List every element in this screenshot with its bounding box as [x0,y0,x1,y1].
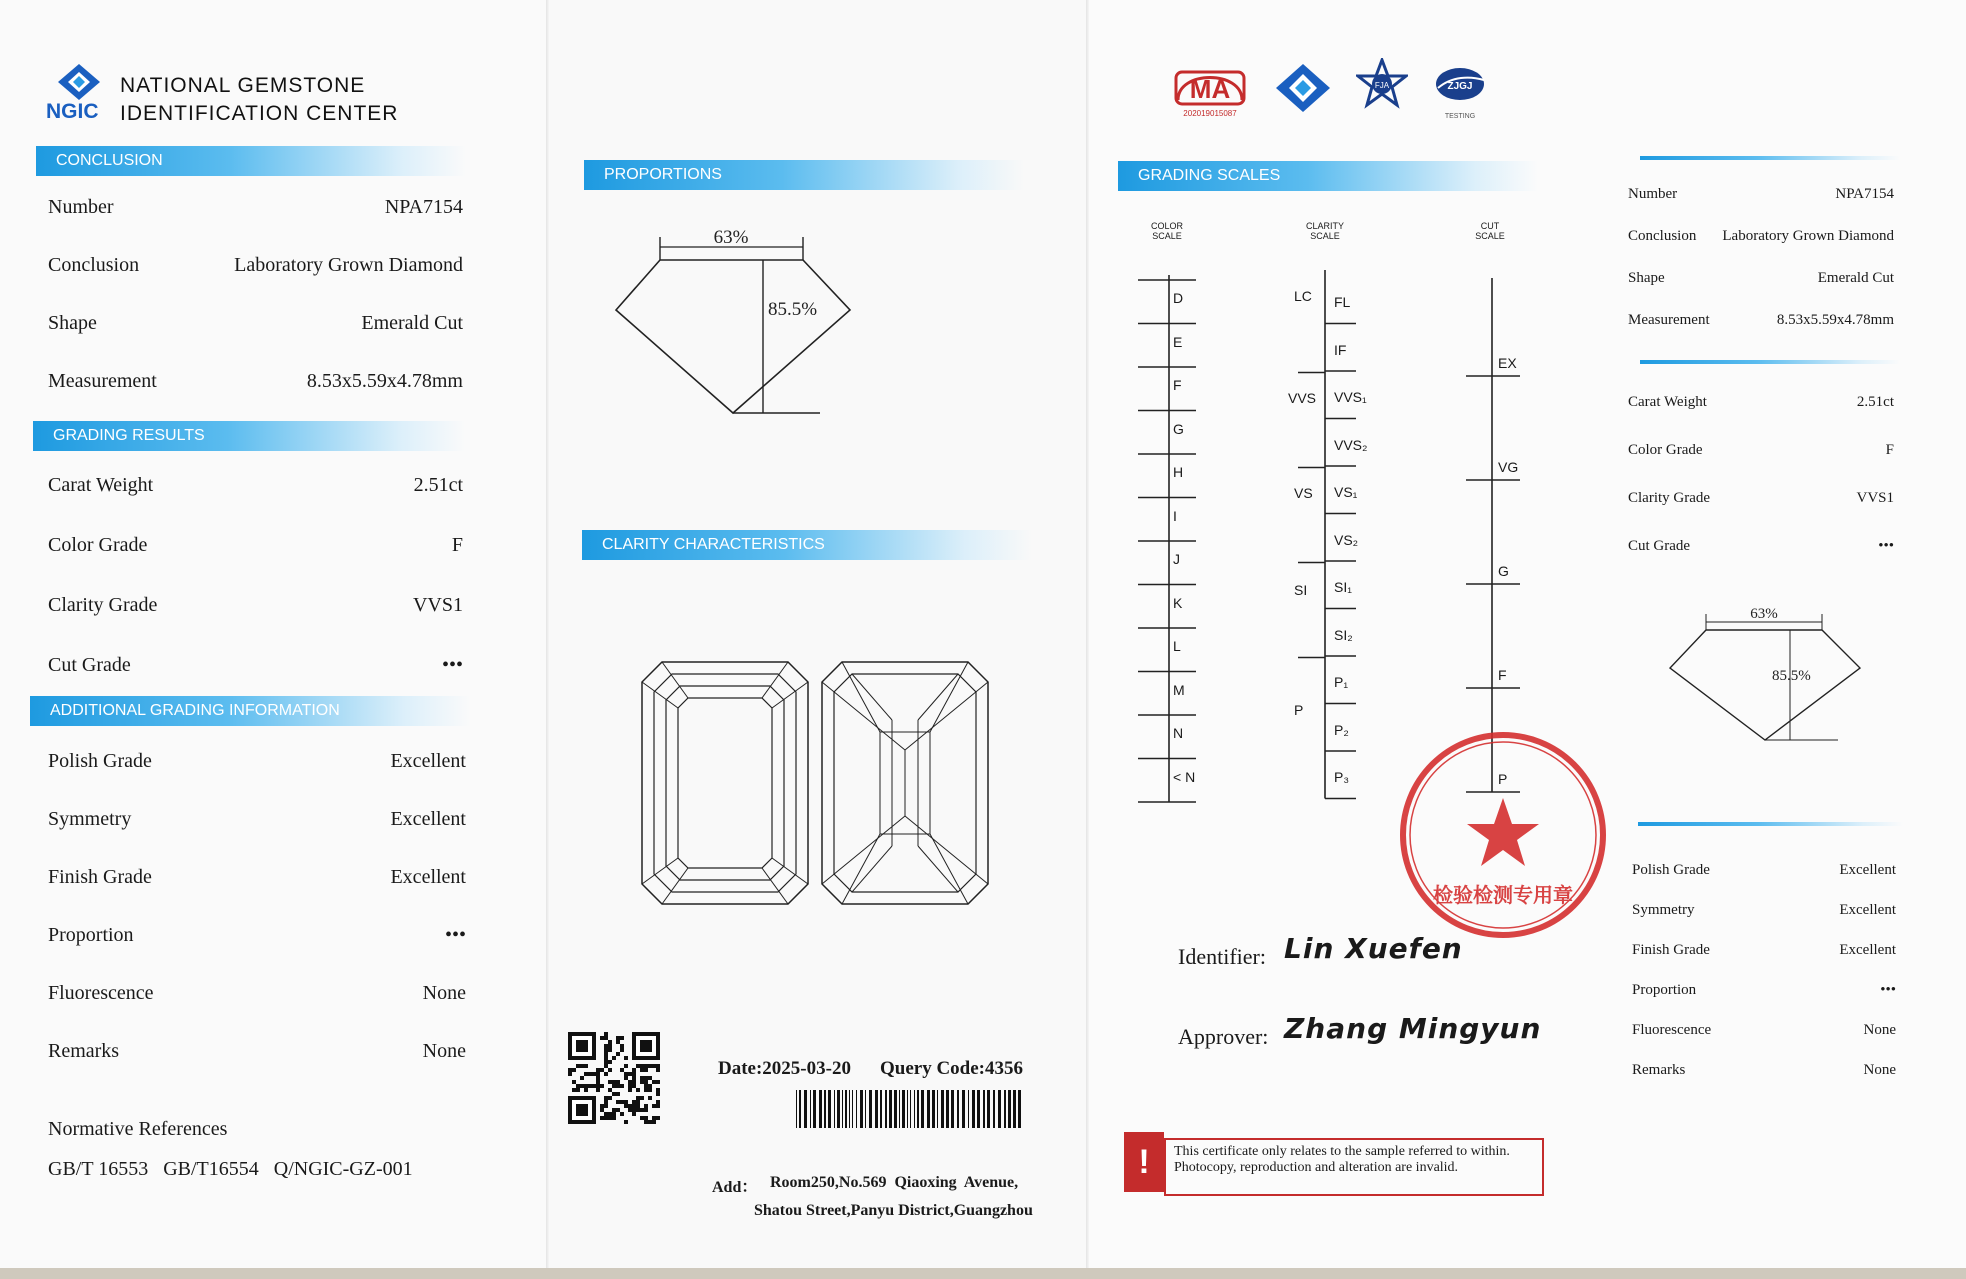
summary-additional-value: ••• [1880,982,1896,998]
additional-value: Excellent [390,750,466,772]
summary-divider-bottom [1638,822,1903,826]
conclusion-label: Conclusion [48,254,140,276]
clarity-grade-label: FL [1334,294,1351,310]
clarity-group-label: LC [1294,288,1312,304]
summary-additional-row [1632,862,1896,888]
summary-additional-row [1632,902,1896,928]
issue-date: Date:2025-03-20 [718,1058,851,1079]
grading-label: Clarity Grade [48,594,158,616]
conclusion-panel [0,0,548,1268]
zjgj-logo-text: ZJGJ [1447,81,1473,92]
ngic-abbreviation: NGIC [46,100,99,123]
clarity-grade-label: P₁ [1334,674,1349,690]
summary-additional-label: Finish Grade [1632,942,1710,958]
additional-row [48,982,466,1008]
summary-label: Conclusion [1628,228,1697,244]
additional-row [48,924,466,950]
testing-logo-text: TESTING [1444,113,1476,120]
table-percent-label: 63% [713,227,749,248]
summary-value: Emerald Cut [1817,270,1894,286]
clarity-group-label: VVS [1288,390,1317,406]
cut-grade-label: P [1498,771,1508,787]
summary-grading-label: Clarity Grade [1628,490,1711,506]
summary-additional-value: None [1863,1022,1896,1038]
grading-results-section-header: GRADING RESULTS [33,421,465,451]
summary-additional-label: Polish Grade [1632,862,1710,878]
clarity-characteristics-section-header: CLARITY CHARACTERISTICS [582,530,1032,560]
grading-row [48,594,463,620]
summary-depth-percent: 85.5% [1772,668,1811,684]
summary-grading-row [1628,442,1894,468]
summary-label: Measurement [1628,312,1710,328]
conclusion-section-header: CONCLUSION [36,146,466,176]
fold-line-2 [1086,0,1089,1268]
warning-text: This certificate only relates to the sample referred to within. Photocopy, reproduction and alteration are invalid. [1164,1138,1544,1196]
conclusion-label: Number [48,196,114,218]
conclusion-value: 8.53x5.59x4.78mm [306,370,463,392]
grading-row [48,534,463,560]
additional-value: Excellent [390,866,466,888]
seal-bottom-text: 检验检测专用章 [1433,883,1573,907]
additional-row [48,866,466,892]
clarity-grade-label: VVS₁ [1334,389,1367,405]
summary-table-percent: 63% [1750,606,1778,622]
summary-additional-label: Remarks [1632,1062,1686,1078]
clarity-grade-label: VVS₂ [1334,436,1368,453]
conclusion-row [48,312,463,338]
warning-exclamation-icon: ! [1124,1132,1164,1192]
depth-percent-label: 85.5% [768,299,818,320]
address-label: Add： [712,1179,758,1196]
conclusion-row [48,254,463,280]
cut-grade-label: VG [1498,459,1519,475]
grading-scales-panel [1088,0,1966,1268]
approver-label: Approver: [1178,1024,1269,1049]
additional-row [48,750,466,776]
fja-star-logo-icon [1356,58,1408,110]
summary-additional-value: Excellent [1839,862,1896,878]
clarity-grade-label: P₃ [1334,769,1350,785]
additional-label: Polish Grade [48,750,152,772]
conclusion-label: Measurement [48,370,157,392]
clarity-grade-label: IF [1334,341,1347,358]
clarity-grade-label: SI₁ [1334,579,1352,595]
summary-row [1628,270,1894,296]
grading-value: VVS1 [412,594,463,616]
barcode [796,1090,1024,1128]
ma-logo-number: 202019015087 [1183,109,1237,118]
clarity-grade-label: P₂ [1334,721,1349,738]
grading-label: Color Grade [48,534,148,556]
summary-divider-mid [1640,360,1900,364]
color-grade-label: F [1173,377,1182,393]
warning-notice [1124,1132,1544,1196]
conclusion-value: Laboratory Grown Diamond [234,254,463,276]
summary-grading-value: 2.51ct [1856,394,1894,410]
color-scale-title: COLOR SCALE [1150,221,1183,241]
identifier-signature: Lin Xuefen [1284,932,1463,965]
color-grade-label: H [1173,464,1184,480]
conclusion-label: Shape [48,312,97,334]
grading-row [48,474,463,500]
summary-row [1628,312,1894,338]
cut-grade-label: G [1498,563,1509,579]
summary-additional-row [1632,942,1896,968]
color-grade-label: E [1173,333,1183,350]
additional-value: None [422,982,466,1004]
summary-grading-value: F [1885,442,1894,458]
color-grade-label: < N [1173,768,1196,785]
cut-grade-label: F [1498,667,1507,683]
additional-row [48,1040,466,1066]
summary-grading-label: Cut Grade [1628,538,1691,554]
summary-additional-row [1632,982,1896,1008]
ngic-diamond-small-logo-icon [1274,62,1332,114]
query-code: Query Code:4356 [880,1058,1024,1079]
clarity-grade-label: VS₂ [1334,531,1359,548]
clarity-plot-pavilion-view [820,660,990,906]
summary-value: Laboratory Grown Diamond [1722,228,1894,244]
color-grade-label: I [1173,507,1177,524]
clarity-plot-crown-view [640,660,810,906]
grading-label: Carat Weight [48,474,154,496]
color-grade-label: M [1173,681,1185,698]
fja-logo-text: FJA [1374,81,1390,90]
summary-divider-top [1640,156,1900,160]
brand-name-line2: IDENTIFICATION CENTER [120,102,399,125]
grading-label: Cut Grade [48,654,131,676]
ngic-diamond-logo-icon [56,62,102,102]
summary-grading-row [1628,538,1894,564]
address-line2: Shatou Street,Panyu District,Guangzhou [754,1202,1033,1219]
grading-value: ••• [441,654,463,676]
additional-value: Excellent [390,808,466,830]
color-grade-label: K [1173,594,1183,611]
cut-grade-label: EX [1498,355,1517,371]
summary-grading-label: Color Grade [1628,442,1703,458]
color-grade-label: J [1173,551,1180,567]
summary-grading-label: Carat Weight [1628,394,1707,410]
summary-additional-value: None [1863,1062,1896,1078]
clarity-grade-label: SI₂ [1334,626,1353,643]
clarity-group-label: P [1294,702,1304,718]
clarity-scale-title: CLARITY SCALE [1305,221,1344,241]
grading-value: F [451,534,463,556]
summary-grading-value: VVS1 [1856,490,1894,506]
normative-references-list: GB/T 16553 GB/T16554 Q/NGIC-GZ-001 [48,1158,413,1180]
summary-additional-row [1632,1022,1896,1048]
summary-grading-row [1628,394,1894,420]
summary-additional-value: Excellent [1839,942,1896,958]
official-red-seal [1398,730,1608,940]
grading-row [48,654,463,680]
additional-value: ••• [444,924,466,946]
brand-name-line1: NATIONAL GEMSTONE [120,74,366,97]
summary-proportions-diagram [1660,600,1880,750]
grading-value: 2.51ct [413,474,463,496]
address-line1: Room250,No.569 Qiaoxing Avenue, [770,1174,1019,1191]
summary-row [1628,186,1894,212]
summary-label: Number [1628,186,1678,202]
summary-grading-value: ••• [1878,538,1894,554]
ma-logo-text: MA [1189,74,1231,104]
additional-label: Remarks [48,1040,120,1062]
clarity-group-label: VS [1294,485,1313,501]
normative-references-title: Normative References [48,1118,228,1140]
grading-scales-section-header: GRADING SCALES [1118,161,1538,191]
summary-additional-value: Excellent [1839,902,1896,918]
summary-additional-row [1632,1062,1896,1088]
fold-line-1 [546,0,549,1268]
qr-code[interactable] [568,1032,660,1124]
summary-additional-label: Proportion [1632,982,1697,998]
additional-label: Symmetry [48,808,132,830]
summary-grading-row [1628,490,1894,516]
summary-label: Shape [1628,270,1665,286]
clarity-grade-label: VS₁ [1334,484,1358,500]
additional-label: Fluorescence [48,982,154,1004]
additional-label: Proportion [48,924,134,946]
proportions-section-header: PROPORTIONS [584,160,1024,190]
conclusion-row [48,196,463,222]
clarity-group-label: SI [1294,582,1308,598]
summary-value: NPA7154 [1835,186,1894,202]
color-grade-label: L [1173,638,1181,654]
zjgj-testing-logo-icon [1430,62,1490,122]
conclusion-value: Emerald Cut [361,312,463,334]
additional-label: Finish Grade [48,866,152,888]
ma-certification-logo-icon [1172,62,1248,120]
summary-additional-label: Symmetry [1632,902,1695,918]
color-grade-label: D [1173,290,1184,306]
additional-row [48,808,466,834]
summary-row [1628,228,1894,254]
additional-grading-section-header: ADDITIONAL GRADING INFORMATION [30,696,470,726]
identifier-label: Identifier: [1178,944,1266,969]
additional-value: None [422,1040,466,1062]
color-grade-label: G [1173,420,1184,437]
proportions-panel [548,0,1088,1268]
color-grade-label: N [1173,725,1184,741]
conclusion-value: NPA7154 [384,196,463,218]
summary-value: 8.53x5.59x4.78mm [1776,312,1894,328]
cut-scale-title: CUT SCALE [1475,221,1505,241]
summary-additional-label: Fluorescence [1632,1022,1712,1038]
approver-signature: Zhang Mingyun [1284,1012,1542,1045]
conclusion-row [48,370,463,396]
proportions-diagram [608,225,868,425]
